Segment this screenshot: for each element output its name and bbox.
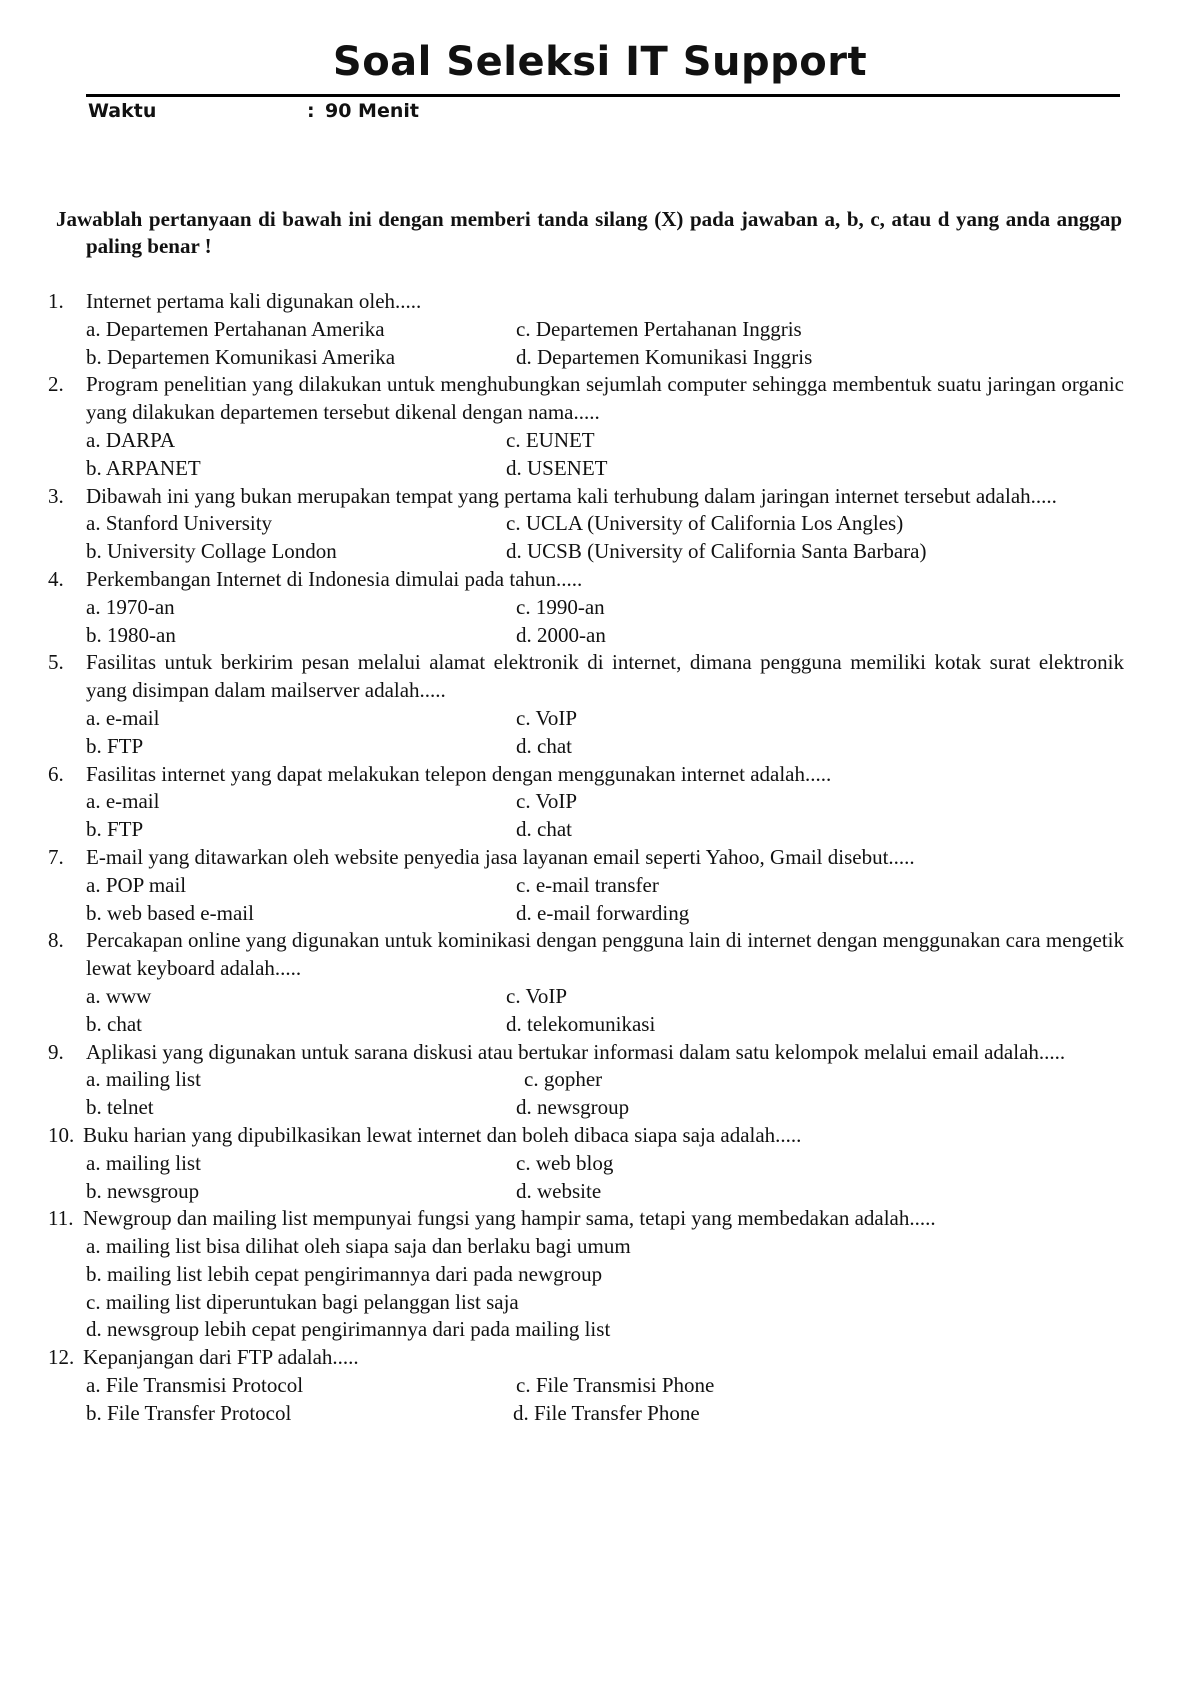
- title-underline: [86, 94, 1120, 97]
- question-5: [48, 649, 1124, 760]
- option-d[interactable]: d. newsgroup lebih cepat pengirimannya dari pada mailing list: [86, 1317, 611, 1342]
- option-d[interactable]: d. Departemen Komunikasi Inggris: [516, 344, 813, 369]
- option-d[interactable]: d. UCSB (University of California Santa Barbara): [506, 539, 927, 564]
- question-text: E-mail yang ditawarkan oleh website penyedia jasa layanan email seperti Yahoo, Gmail disebut.....: [86, 844, 915, 869]
- option-c[interactable]: c. File Transmisi Phone: [516, 1373, 715, 1398]
- option-a[interactable]: a. www: [86, 983, 152, 1008]
- question-text: Internet pertama kali digunakan oleh.....: [86, 289, 422, 313]
- option-d[interactable]: d. e-mail forwarding: [516, 900, 690, 925]
- option-b[interactable]: b. newsgroup: [86, 1178, 200, 1203]
- option-row: [86, 900, 1124, 928]
- option-row: [86, 594, 1124, 622]
- question-text: Buku harian yang dipubilkasikan lewat internet dan boleh dibaca siapa saja adalah.....: [83, 1122, 802, 1147]
- option-row: [83, 1400, 1124, 1428]
- option-row: [86, 455, 1124, 483]
- question-list: [48, 288, 1124, 1428]
- question-text: Aplikasi yang digunakan untuk sarana diskusi atau bertukar informasi dalam satu kelompok melalui email adalah.....: [86, 1039, 1066, 1064]
- option-row: [83, 1372, 1124, 1400]
- question-text: Fasilitas untuk berkirim pesan melalui alamat elektronik di internet, dimana pengguna memiliki kotak surat elektronik yang disimpan dalam mailserver adalah.....: [86, 650, 1124, 703]
- question-number: 10.: [48, 1122, 75, 1147]
- time-label: Waktu: [88, 100, 157, 122]
- question-number: 3.: [48, 483, 64, 508]
- option-a[interactable]: a. mailing list: [86, 1150, 201, 1175]
- option-d[interactable]: d. USENET: [506, 455, 608, 480]
- option-d[interactable]: d. telekomunikasi: [506, 1011, 656, 1036]
- option-b[interactable]: b. 1980-an: [86, 622, 176, 647]
- question-number: 7.: [48, 844, 64, 869]
- option-b[interactable]: b. Departemen Komunikasi Amerika: [86, 344, 396, 369]
- option-c[interactable]: c. web blog: [516, 1150, 614, 1175]
- question-11: [48, 1205, 1124, 1344]
- option-row: [86, 705, 1124, 733]
- question-number: 2.: [48, 372, 64, 397]
- option-d[interactable]: d. 2000-an: [516, 622, 606, 647]
- question-number: 8.: [48, 928, 64, 953]
- option-c[interactable]: c. UCLA (University of California Los Angles): [506, 511, 904, 536]
- option-b[interactable]: b. telnet: [86, 1095, 154, 1120]
- time-value: 90 Menit: [325, 100, 419, 122]
- question-2: [48, 371, 1124, 482]
- option-c[interactable]: c. VoIP: [516, 705, 578, 730]
- option-row: [86, 538, 1124, 566]
- option-row: [83, 1150, 1124, 1178]
- question-text: Newgroup dan mailing list mempunyai fungsi yang hampir sama, tetapi yang membedakan adalah.....: [83, 1206, 936, 1231]
- option-b[interactable]: b. University Collage London: [86, 539, 337, 564]
- page-title: Soal Seleksi IT Support: [332, 39, 868, 85]
- option-c[interactable]: c. 1990-an: [516, 594, 605, 619]
- question-text: Percakapan online yang digunakan untuk kominikasi dengan pengguna lain di internet dengan menggunakan cara mengetik lewat keyboard adalah.....: [86, 928, 1125, 981]
- option-b[interactable]: b. chat: [86, 1011, 142, 1036]
- option-d[interactable]: d. newsgroup: [516, 1095, 630, 1120]
- option-row: [86, 872, 1124, 900]
- question-4: [48, 566, 1124, 649]
- option-a[interactable]: a. 1970-an: [86, 594, 175, 619]
- option-row: [86, 1011, 1124, 1039]
- option-c[interactable]: c. VoIP: [506, 983, 568, 1008]
- option-row: [86, 427, 1124, 455]
- option-c[interactable]: c. e-mail transfer: [516, 872, 659, 897]
- question-text: Fasilitas internet yang dapat melakukan telepon dengan menggunakan internet adalah.....: [86, 761, 832, 786]
- question-number: 9.: [48, 1039, 64, 1064]
- option-row: [86, 316, 1124, 344]
- option-c[interactable]: c. gopher: [524, 1067, 603, 1092]
- question-text: Kepanjangan dari FTP adalah.....: [83, 1345, 359, 1370]
- question-8: [48, 927, 1124, 1038]
- instruction-text: Jawablah pertanyaan di bawah ini dengan memberi tanda silang (X) pada jawaban a, b, c, atau d yang anda anggap paling benar !: [56, 207, 1122, 258]
- question-number: 11.: [48, 1206, 74, 1231]
- option-a[interactable]: a. Stanford University: [86, 511, 273, 536]
- question-number: 4.: [48, 566, 64, 591]
- option-b[interactable]: b. mailing list lebih cepat pengirimannya dari pada newgroup: [86, 1261, 603, 1286]
- question-3: [48, 483, 1124, 566]
- option-row: [86, 622, 1124, 650]
- option-a[interactable]: a. e-mail: [86, 705, 160, 730]
- question-text: Perkembangan Internet di Indonesia dimulai pada tahun.....: [86, 566, 583, 591]
- option-row: [86, 1066, 1124, 1094]
- option-b[interactable]: b. File Transfer Protocol: [86, 1400, 292, 1425]
- question-1: [48, 288, 1124, 371]
- option-c[interactable]: c. mailing list diperuntukan bagi pelanggan list saja: [86, 1289, 519, 1314]
- question-number: 5.: [48, 650, 64, 675]
- option-row: [86, 983, 1124, 1011]
- option-d[interactable]: d. chat: [516, 817, 572, 842]
- option-a[interactable]: a. POP mail: [86, 872, 187, 897]
- option-row: [86, 344, 1124, 372]
- question-7: [48, 844, 1124, 927]
- option-d[interactable]: d. website: [516, 1178, 602, 1203]
- question-6: [48, 761, 1124, 844]
- option-row: [86, 733, 1124, 761]
- time-colon: :: [307, 100, 315, 122]
- option-row: [83, 1178, 1124, 1206]
- option-a[interactable]: a. mailing list bisa dilihat oleh siapa saja dan berlaku bagi umum: [86, 1234, 631, 1259]
- question-text: Program penelitian yang dilakukan untuk menghubungkan sejumlah computer sehingga membentuk suatu jaringan organic yang dilakukan departemen tersebut dikenal dengan nama.....: [86, 372, 1124, 425]
- option-b[interactable]: b. FTP: [86, 733, 144, 758]
- question-text: Dibawah ini yang bukan merupakan tempat yang pertama kali terhubung dalam jaringan internet tersebut adalah.....: [86, 483, 1057, 508]
- option-a[interactable]: a. Departemen Pertahanan Amerika: [86, 316, 385, 341]
- option-b[interactable]: b. ARPANET: [86, 455, 201, 480]
- question-number: 1.: [48, 289, 64, 313]
- question-9: [48, 1039, 1124, 1122]
- option-row: [86, 510, 1124, 538]
- option-b[interactable]: b. FTP: [86, 817, 144, 842]
- option-a[interactable]: a. DARPA: [86, 427, 176, 452]
- option-b[interactable]: b. web based e-mail: [86, 900, 254, 925]
- question-12: [48, 1344, 1124, 1427]
- question-number: 12.: [48, 1345, 75, 1370]
- option-row: [86, 1094, 1124, 1122]
- option-c[interactable]: c. Departemen Pertahanan Inggris: [516, 316, 802, 341]
- option-d[interactable]: d. chat: [516, 733, 572, 758]
- option-c[interactable]: c. EUNET: [506, 427, 595, 452]
- option-row: [86, 788, 1124, 816]
- option-a[interactable]: a. e-mail: [86, 789, 160, 814]
- question-10: [48, 1122, 1124, 1205]
- question-number: 6.: [48, 761, 64, 786]
- option-c[interactable]: c. VoIP: [516, 789, 578, 814]
- option-a[interactable]: a. mailing list: [86, 1067, 201, 1092]
- option-d[interactable]: d. File Transfer Phone: [513, 1400, 700, 1425]
- option-a[interactable]: a. File Transmisi Protocol: [86, 1373, 304, 1398]
- option-row: [86, 816, 1124, 844]
